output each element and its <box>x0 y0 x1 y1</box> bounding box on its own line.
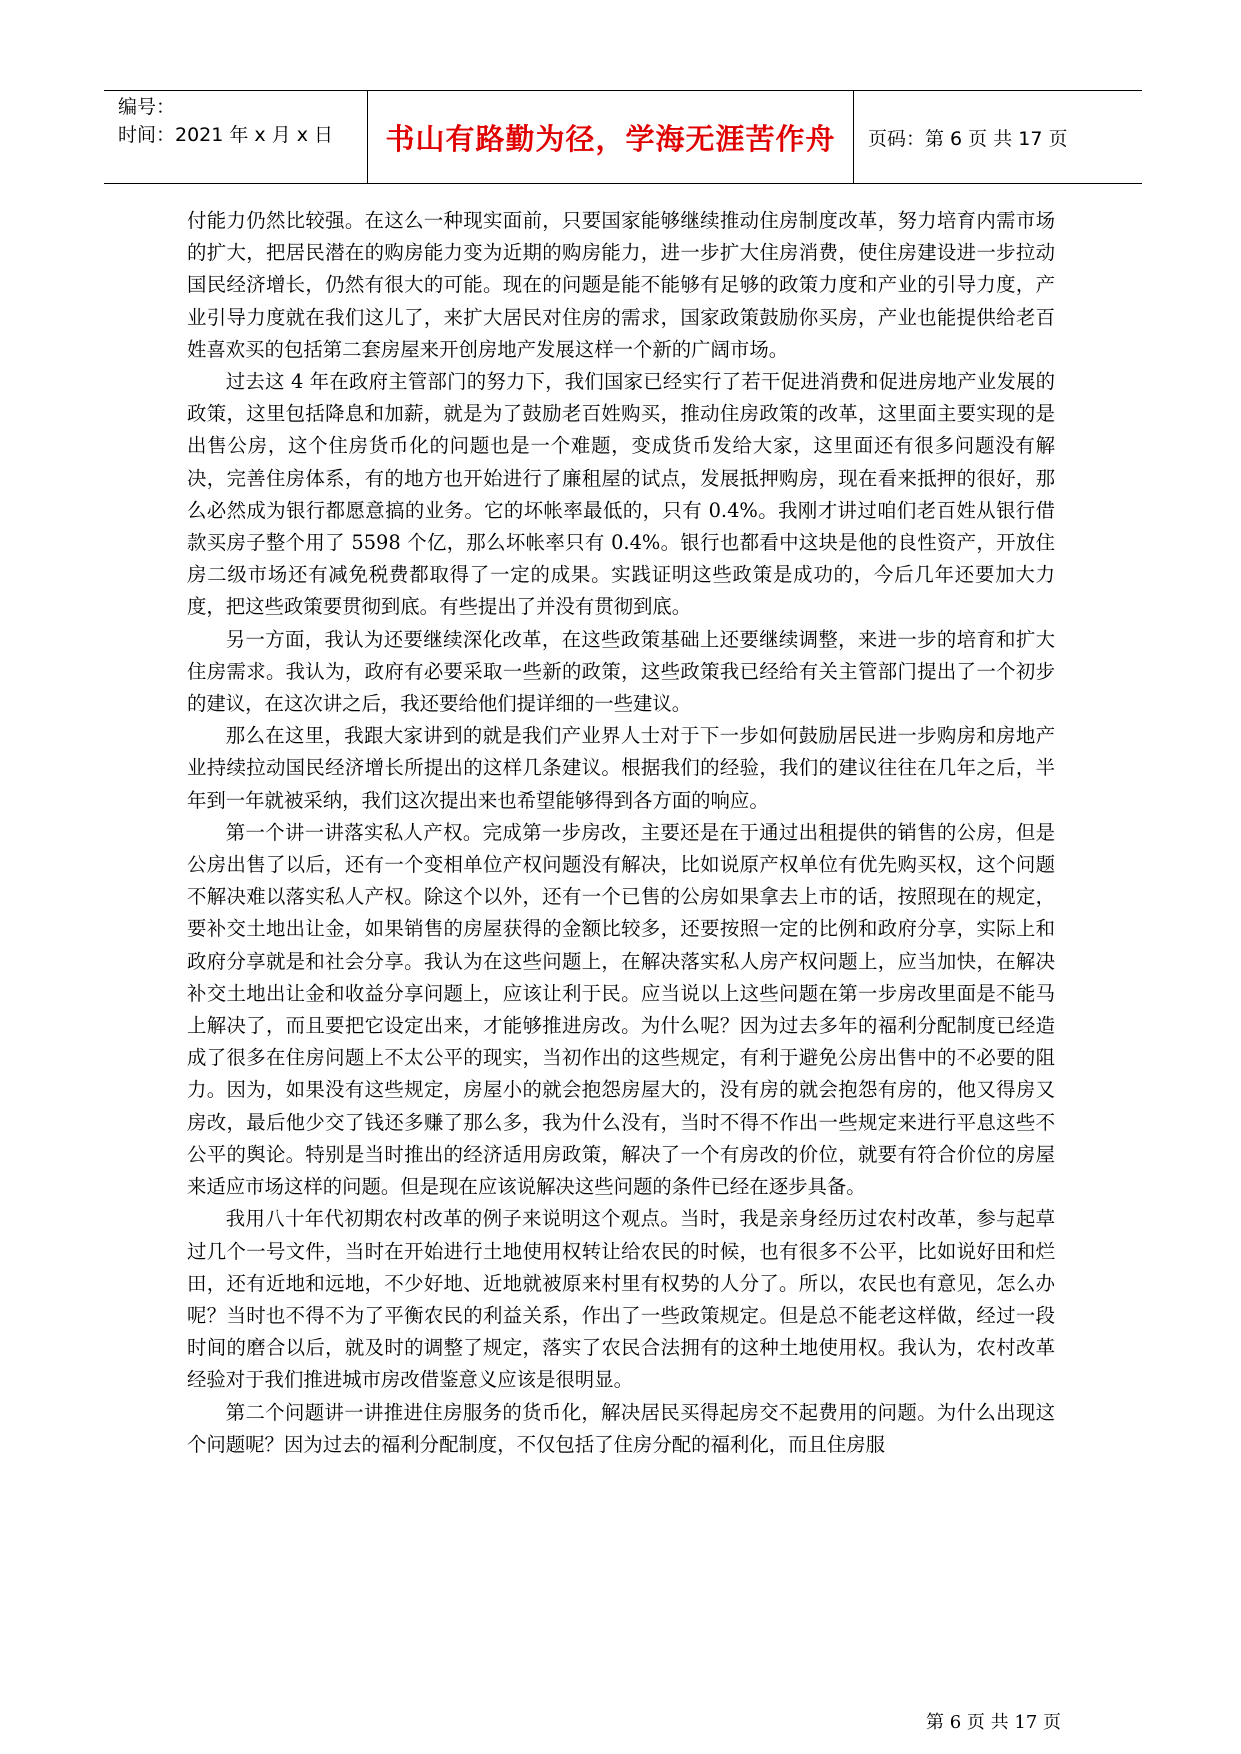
header-page-code: 页码：第 6 页 共 17 页 <box>868 127 1068 150</box>
body-paragraph: 第二个问题讲一讲推进住房服务的货币化，解决居民买得起房交不起费用的问题。为什么出现这个问题呢？因为过去的福利分配制度，不仅包括了住房分配的福利化，而且住房服 <box>187 1400 1055 1456</box>
document-time-label: 时间：2021 年 x 月 x 日 <box>118 124 334 146</box>
page-header <box>104 90 1142 184</box>
header-motto: 书山有路勤为径，学海无涯苦作舟 <box>385 121 836 156</box>
header-motto-cell <box>368 91 854 183</box>
page-footer: 第 6 页 共 17 页 <box>926 1712 1061 1733</box>
body-paragraph: 另一方面，我认为还要继续深化改革，在这些政策基础上还要继续调整，来进一步的培育和扩大住房需求。我认为，政府有必要采取一些新的政策，这些政策我已经给有关主管部门提出了一个初步的建议，在这次讲之后，我还要给他们提详细的一些建议。 <box>187 627 1055 716</box>
body-paragraph: 第一个讲一讲落实私人产权。完成第一步房改，主要还是在于通过出租提供的销售的公房，但是公房出售了以后，还有一个变相单位产权问题没有解决，比如说原产权单位有优先购买权，这个问题不解决难以落实私人产权。除这个以外，还有一个已售的公房如果拿去上市的话，按照现在的规定，要补交土地出让金，如果销售的房屋获得的金额比较多，还要按照一定的比例和政府分享，实际上和政府分享就是和社会分享。我认为在这些问题上，在解决落实私人房产权问题上，应当加快，在解决补交土地出让金和收益分享问题上，应该让利于民。应当说以上这些问题在第一步房改里面是不能马上解决了，而且要把它设定出来，才能够推进房改。为什么呢？因为过去多年的福利分配制度已经造成了很多在住房问题上不太公平的现实，当初作出的这些规定，有利于避免公房出售中的不必要的阻力。因为，如果没有这些规定，房屋小的就会抱怨房屋大的，没有房的就会抱怨有房的，他又得房又房改，最后他少交了钱还多赚了那么多，我为什么没有，当时不得不作出一些规定来进行平息这些不公平的舆论。特别是当时推出的经济适用房政策，解决了一个有房改的价位，就要有符合价位的房屋来适应市场这样的问题。但是现在应该说解决这些问题的条件已经在逐步具备。 <box>187 820 1055 1199</box>
header-page-cell <box>854 91 1142 183</box>
document-body <box>187 205 1055 1461</box>
header-meta-cell <box>104 91 368 183</box>
body-paragraph: 付能力仍然比较强。在这么一种现实面前，只要国家能够继续推动住房制度改革，努力培育内需市场的扩大，把居民潜在的购房能力变为近期的购房能力，进一步扩大住房消费，使住房建设进一步拉动国民经济增长，仍然有很大的可能。现在的问题是能不能够有足够的政策力度和产业的引导力度，产业引导力度就在我们这儿了，来扩大居民对住房的需求，国家政策鼓励你买房，产业也能提供给老百姓喜欢买的包括第二套房屋来开创房地产发展这样一个新的广阔市场。 <box>187 209 1055 361</box>
body-paragraph: 过去这 4 年在政府主管部门的努力下，我们国家已经实行了若干促进消费和促进房地产业发展的政策，这里包括降息和加薪，就是为了鼓励老百姓购买，推动住房政策的改革，这里面主要实现的是出售公房，这个住房货币化的问题也是一个难题，变成货币发给大家，这里面还有很多问题没有解决，完善住房体系，有的地方也开始进行了廉租屋的试点，发展抵押购房，现在看来抵押的很好，那么必然成为银行都愿意搞的业务。它的坏帐率最低的，只有 0.4%。我刚才讲过咱们老百姓从银行借款买房子整个用了 5598 个亿，那么坏帐率只有 0.4%。银行也都看中这块是他的良性资产，开放住房二级市场还有减免税费都取得了一定的成果。实践证明这些政策是成功的，今后几年还要加大力度，把这些政策要贯彻到底。有些提出了并没有贯彻到底。 <box>187 370 1055 619</box>
document-number-label: 编号： <box>118 96 176 118</box>
body-paragraph: 那么在这里，我跟大家讲到的就是我们产业界人士对于下一步如何鼓励居民进一步购房和房地产业持续拉动国民经济增长所提出的这样几条建议。根据我们的经验，我们的建议往往在几年之后，半年到一年就被采纳，我们这次提出来也希望能够得到各方面的响应。 <box>187 724 1055 812</box>
body-paragraph: 我用八十年代初期农村改革的例子来说明这个观点。当时，我是亲身经历过农村改革，参与起草过几个一号文件，当时在开始进行土地使用权转让给农民的时候，也有很多不公平，比如说好田和烂田，还有近地和远地，不少好地、近地就被原来村里有权势的人分了。所以，农民也有意见，怎么办呢？当时也不得不为了平衡农民的利益关系，作出了一些政策规定。但是总不能老这样做，经过一段时间的磨合以后，就及时的调整了规定，落实了农民合法拥有的这种土地使用权。我认为，农村改革经验对于我们推进城市房改借鉴意义应该是很明显。 <box>187 1207 1055 1392</box>
